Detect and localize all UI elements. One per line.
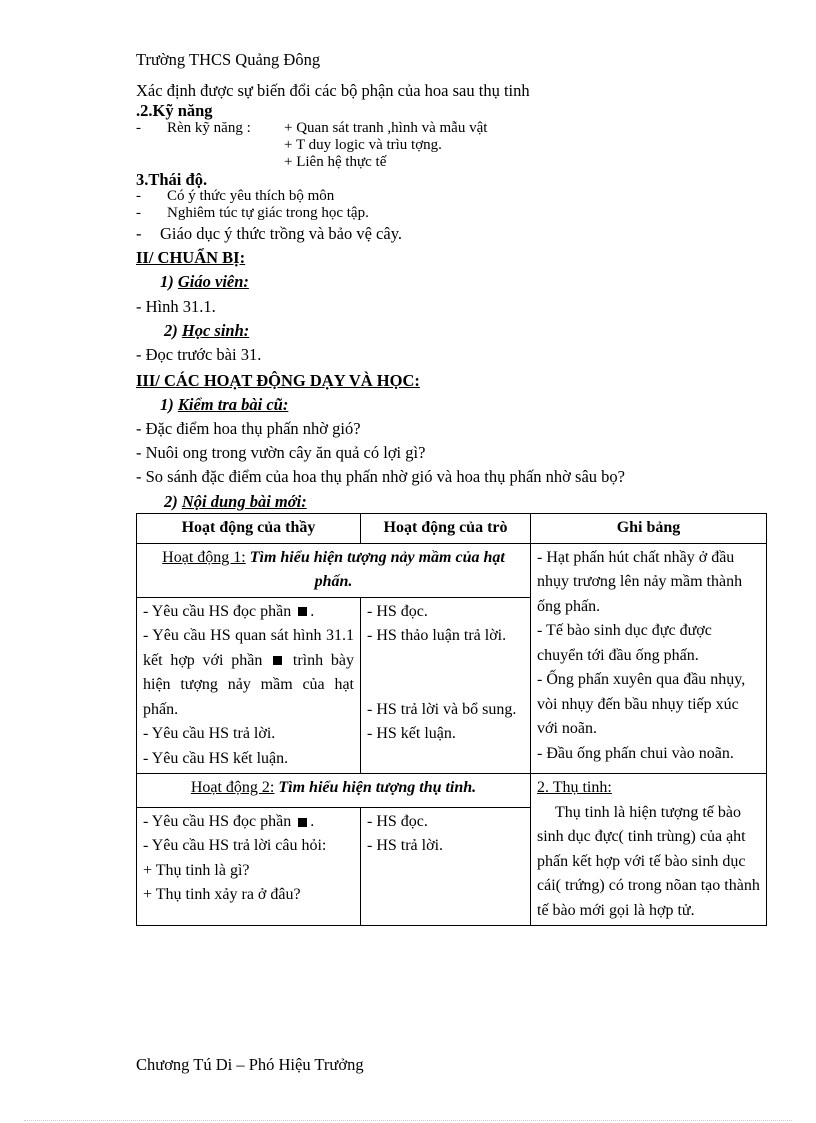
skill-item: + Liên hệ thực tế <box>284 154 387 170</box>
board-note: - Đầu ống phấn chui vào noãn. <box>537 744 734 762</box>
activity-1-title: Hoạt động 1: Tìm hiểu hiện tượng nảy mầm của hạt phấn. <box>137 543 531 597</box>
activity-1-teacher <box>137 597 361 774</box>
activity-2-title: Hoạt động 2: Tìm hiểu hiện tượng thụ tinh. <box>137 774 531 808</box>
activity-2-board <box>531 774 767 926</box>
table-header-row <box>137 514 767 544</box>
new-lesson-heading: 2) Nội dung bài mới: <box>164 492 307 511</box>
review-question: - Nuôi ong trong vườn cây ăn quả có lợi gì? <box>136 443 426 462</box>
attitude-dash: - <box>136 224 142 243</box>
attitude-dash: - <box>136 205 141 221</box>
footer-author: Chương Tú Di – Phó Hiệu Trưởng <box>136 1055 364 1074</box>
student-task: - HS đọc. <box>367 602 428 620</box>
activity-2-student <box>361 807 531 925</box>
teacher-task: - Yêu cầu HS trả lời câu hỏi: <box>143 837 327 855</box>
section-marker-icon <box>298 818 307 827</box>
board-note: - Hạt phấn hút chất nhầy ở đầu nhụy trương lên nảy mầm thành ống phấn. <box>537 548 743 615</box>
teacher-task: - Yêu cầu HS quan sát hình 31.1 kết hợp với phần trình bày hiện tượng nảy mầm của hạt phấn. <box>143 627 355 718</box>
board-note: - Ống phấn xuyên qua đầu nhụy, vòi nhụy đến bầu nhụy tiếp xúc với noãn. <box>537 671 746 737</box>
teacher-task: - Yêu cầu HS đọc phần . <box>143 602 315 620</box>
teacher-question: + Thụ tinh là gì? <box>143 861 250 879</box>
student-task: - HS thảo luận trả lời. <box>367 627 507 644</box>
lesson-activity-table <box>136 513 767 926</box>
teacher-question: + Thụ tinh xảy ra ở đâu? <box>143 886 301 904</box>
review-question: - Đặc điểm hoa thụ phấn nhờ gió? <box>136 419 361 438</box>
col-header-teacher: Hoạt động của thầy <box>137 514 361 544</box>
attitude-dash: - <box>136 188 141 204</box>
board-note: - Tế bào sinh dục đực được chuyển tới đầu ống phấn. <box>537 622 712 664</box>
activity-1-student <box>361 597 531 774</box>
teacher-prep-heading: 1) Giáo viên: <box>160 272 249 291</box>
col-header-board: Ghi bảng <box>531 514 767 544</box>
student-task: - HS kết luận. <box>367 725 456 742</box>
teacher-task: - Yêu cầu HS trả lời. <box>143 725 276 742</box>
activity-2-teacher <box>137 807 361 925</box>
preparation-heading: II/ CHUẨN BỊ: <box>136 248 246 267</box>
student-task: - HS đọc. <box>367 812 428 830</box>
spacer <box>367 673 524 698</box>
section-marker-icon <box>273 656 282 665</box>
col-header-student: Hoạt động của trò <box>361 514 531 544</box>
school-header: Trường THCS Quảng Đông <box>136 50 321 69</box>
attitude-item: Có ý thức yêu thích bộ môn <box>167 188 335 204</box>
spacer <box>367 649 524 674</box>
page-divider <box>24 1120 792 1121</box>
teacher-task: - Yêu cầu HS kết luận. <box>143 749 289 767</box>
knowledge-objective: Xác định được sự biến đổi các bộ phận của hoa sau thụ tinh <box>136 81 530 100</box>
activity-2-title-row <box>137 774 767 808</box>
check-old-lesson-heading: 1) Kiểm tra bài cũ: <box>160 395 289 414</box>
review-question: - So sánh đặc điểm của hoa thụ phấn nhờ gió và hoa thụ phấn nhờ sâu bọ? <box>136 467 625 486</box>
activity-1-title-row <box>137 543 767 597</box>
board-heading: 2. Thụ tinh: <box>537 779 612 796</box>
skill-item: + Quan sát tranh ,hình và mẫu vật <box>284 120 488 136</box>
skills-label: Rèn kỹ năng : <box>167 120 251 136</box>
activities-heading: III/ CÁC HOẠT ĐỘNG DẠY VÀ HỌC: <box>136 371 420 390</box>
attitude-heading: 3.Thái độ. <box>136 170 208 189</box>
board-note: Thụ tinh là hiện tượng tế bào sinh dục đực( tinh trùng) của ạht phấn kết hợp với tế bào sinh dục cái( trứng) có trong nõan tạo thành tế bào mới gọi là hợp tử. <box>537 803 760 919</box>
attitude-item: Nghiêm túc tự giác trong học tập. <box>167 205 369 221</box>
attitude-item: Giáo dục ý thức trồng và bảo vệ cây. <box>160 224 402 243</box>
teacher-prep-item: - Hình 31.1. <box>136 297 216 316</box>
activity-1-board <box>531 543 767 774</box>
student-prep-item: - Đọc trước bài 31. <box>136 345 262 364</box>
skill-item: + T duy logic và trìu tợng. <box>284 137 442 153</box>
teacher-task: - Yêu cầu HS đọc phần . <box>143 812 315 830</box>
skills-heading: .2.Kỹ năng <box>136 101 213 120</box>
student-task: - HS trả lời. <box>367 837 444 855</box>
student-prep-heading: 2) Học sinh: <box>164 321 250 340</box>
section-marker-icon <box>298 607 307 616</box>
skills-dash: - <box>136 120 141 136</box>
student-task: - HS trả lời và bổ sung. <box>367 700 517 718</box>
